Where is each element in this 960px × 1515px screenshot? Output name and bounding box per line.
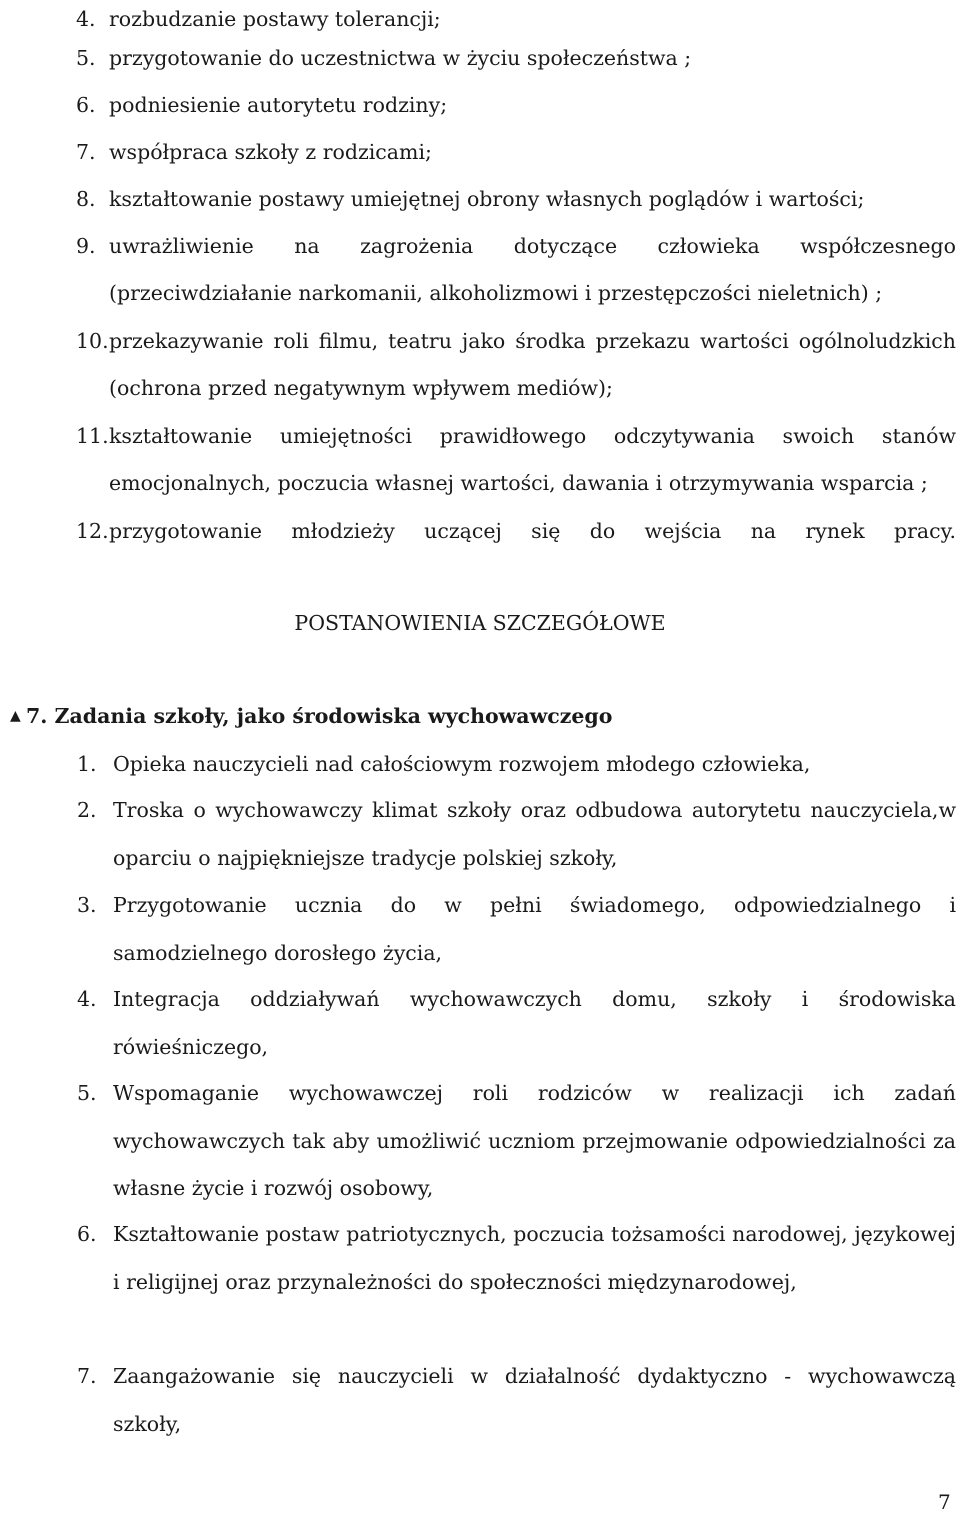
list-number: 2. xyxy=(77,798,97,822)
list-number: 10. xyxy=(76,329,109,353)
list-item xyxy=(77,1070,956,1213)
list-number: 11. xyxy=(76,424,109,448)
list-text: przekazywanie roli filmu, teatru jako środka przekazu wartości ogólnoludzkich (ochrona przed negatywnym wpływem mediów); xyxy=(109,329,956,400)
list-item xyxy=(77,976,956,1071)
list-item xyxy=(76,223,956,317)
list-number: 9. xyxy=(76,234,96,258)
list-number: 6. xyxy=(77,1222,97,1246)
list-text: przygotowanie do uczestnictwa w życiu społeczeństwa ; xyxy=(109,46,692,70)
list-number: 3. xyxy=(77,893,97,917)
list-item xyxy=(76,35,956,82)
list-number: 7. xyxy=(76,140,96,164)
list-text: Wspomaganie wychowawczej roli rodziców w realizacji ich zadań wychowawczych tak aby umożliwić uczniom przejmowanie odpowiedzialności za własne życie i rozwój osobowy, xyxy=(113,1081,956,1200)
list-text: Przygotowanie ucznia do w pełni świadomego, odpowiedzialnego i samodzielnego dorosłego życia, xyxy=(113,893,956,965)
page-number: 7 xyxy=(938,1490,951,1514)
list-text: rozbudzanie postawy tolerancji; xyxy=(109,7,441,31)
list-text: Kształtowanie postaw patriotycznych, poczucia tożsamości narodowej, językowej i religijnej oraz przynależności do społeczności międzynarodowej, xyxy=(113,1222,956,1294)
list-text: podniesienie autorytetu rodziny; xyxy=(109,93,448,117)
list-text: Opieka nauczycieli nad całościowym rozwojem młodego człowieka, xyxy=(113,752,811,776)
list-item xyxy=(77,741,956,789)
section-title: POSTANOWIENIA SZCZEGÓŁOWE xyxy=(294,611,666,635)
list-text: przygotowanie młodzieży uczącej się do wejścia na rynek pracy. xyxy=(109,519,956,543)
section-heading xyxy=(10,704,613,728)
list-item xyxy=(76,413,956,507)
list-number: 4. xyxy=(77,987,97,1011)
outline-marker-icon: ▲ xyxy=(10,708,21,724)
list-item xyxy=(77,787,956,882)
list-number: 8. xyxy=(76,187,96,211)
list-item xyxy=(76,508,956,555)
list-text: kształtowanie umiejętności prawidłowego odczytywania swoich stanów emocjonalnych, poczucia własnej wartości, dawania i otrzymywania wsparcia ; xyxy=(109,424,956,495)
list-item xyxy=(76,82,956,129)
list-item xyxy=(76,318,956,412)
list-number: 4. xyxy=(76,7,96,31)
list-item xyxy=(76,176,956,223)
list-number: 7. xyxy=(77,1364,97,1388)
list-number: 1. xyxy=(77,752,97,776)
list-item xyxy=(77,1211,956,1306)
list-text: Zaangażowanie się nauczycieli w działalność dydaktyczno - wychowawczą szkoły, xyxy=(113,1364,956,1436)
list-number: 12. xyxy=(76,519,109,543)
list-number: 6. xyxy=(76,93,96,117)
list-number: 5. xyxy=(76,46,96,70)
list-item xyxy=(77,882,956,977)
list-item xyxy=(76,129,956,176)
list-item xyxy=(77,1353,956,1448)
list-text: uwrażliwienie na zagrożenia dotyczące człowieka współczesnego (przeciwdziałanie narkomanii, alkoholizmowi i przestępczości nieletnich) ; xyxy=(109,234,956,305)
heading-text: 7. Zadania szkoły, jako środowiska wychowawczego xyxy=(26,704,613,728)
list-text: kształtowanie postawy umiejętnej obrony własnych poglądów i wartości; xyxy=(109,187,865,211)
list-number: 5. xyxy=(77,1081,97,1105)
list-text: współpraca szkoły z rodzicami; xyxy=(109,140,432,164)
list-text: Integracja oddziaływań wychowawczych domu, szkoły i środowiska rówieśniczego, xyxy=(113,987,956,1059)
list-text: Troska o wychowawczy klimat szkoły oraz odbudowa autorytetu nauczyciela,w oparciu o najpiękniejsze tradycje polskiej szkoły, xyxy=(113,798,956,870)
